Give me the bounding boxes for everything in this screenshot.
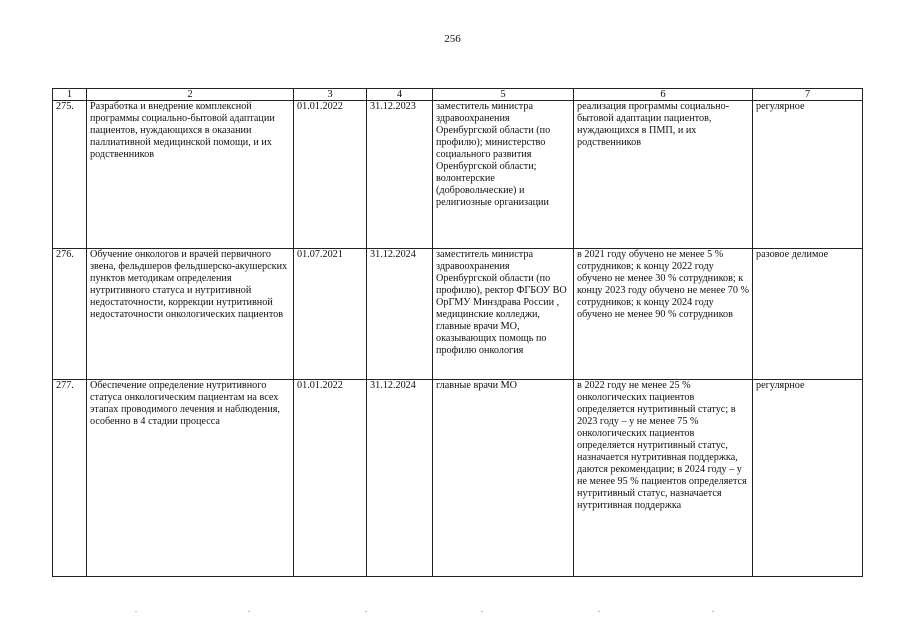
responsible-cell: заместитель министра здравоохранения Оренбургской области (по профилю), ректор ФГБОУ ВО ОрГМУ Минздрава России , медицинские колледжи, главные врачи МО, оказывающих помощь по профилю онкология xyxy=(433,249,574,380)
end-date-cell: 31.12.2024 xyxy=(367,380,433,577)
start-date-cell: 01.01.2022 xyxy=(294,101,367,249)
table-row xyxy=(53,380,863,577)
table-row xyxy=(53,249,863,380)
measures-table xyxy=(52,88,863,577)
row-number: 277. xyxy=(53,380,87,577)
column-header: 6 xyxy=(574,89,753,101)
activity-cell: Разработка и внедрение комплексной программы социально-бытовой адаптации пациентов, нуждающихся в оказании паллиативной медицинской помощи, и их родственников xyxy=(87,101,294,249)
row-number: 275. xyxy=(53,101,87,249)
start-date-cell: 01.07.2021 xyxy=(294,249,367,380)
column-header: 4 xyxy=(367,89,433,101)
responsible-cell: заместитель министра здравоохранения Оренбургской области (по профилю); министерство социального развития Оренбургской области; волонтерские (добровольческие) и религиозные организации xyxy=(433,101,574,249)
row-number: 276. xyxy=(53,249,87,380)
type-cell: регулярное xyxy=(753,101,863,249)
result-cell: в 2021 году обучено не менее 5 % сотрудников; к концу 2022 году обучено не менее 30 % сотрудников; к концу 2023 году обучено не менее 70 % сотрудников; к концу 2024 году обучено не менее 90 % сотрудников xyxy=(574,249,753,380)
start-date-cell: 01.01.2022 xyxy=(294,380,367,577)
table-row xyxy=(53,101,863,249)
column-header: 3 xyxy=(294,89,367,101)
end-date-cell: 31.12.2024 xyxy=(367,249,433,380)
header-row xyxy=(53,89,863,101)
responsible-cell: главные врачи МО xyxy=(433,380,574,577)
activity-cell: Обеспечение определение нутритивного статуса онкологическим пациентам на всех этапах проводимого лечения и наблюдения, особенно в 4 стадии процесса xyxy=(87,380,294,577)
result-cell: реализация программы социально-бытовой адаптации пациентов, нуждающихся в ПМП, и их родственников xyxy=(574,101,753,249)
page-number: 256 xyxy=(444,33,461,45)
column-header: 2 xyxy=(87,89,294,101)
activity-cell: Обучение онкологов и врачей первичного звена, фельдшеров фельдшерско-акушерских пунктов методикам определения нутритивного статуса и нутритивной недостаточности, коррекции нутритивной недостаточности онкологических пациентов xyxy=(87,249,294,380)
end-date-cell: 31.12.2023 xyxy=(367,101,433,249)
column-header: 1 xyxy=(53,89,87,101)
scan-artifacts xyxy=(0,611,905,615)
type-cell: разовое делимое xyxy=(753,249,863,380)
result-cell: в 2022 году не менее 25 % онкологических пациентов определяется нутритивный статус; в 2023 году – у не менее 75 % онкологических пациентов определяется нутритивный статус, назначается нутритивная поддержка, даются рекомендации; в 2024 году – у не менее 95 % пациентов определяется нутритивный статус, назначается нутритивная поддержка xyxy=(574,380,753,577)
column-header: 7 xyxy=(753,89,863,101)
column-header: 5 xyxy=(433,89,574,101)
type-cell: регулярное xyxy=(753,380,863,577)
